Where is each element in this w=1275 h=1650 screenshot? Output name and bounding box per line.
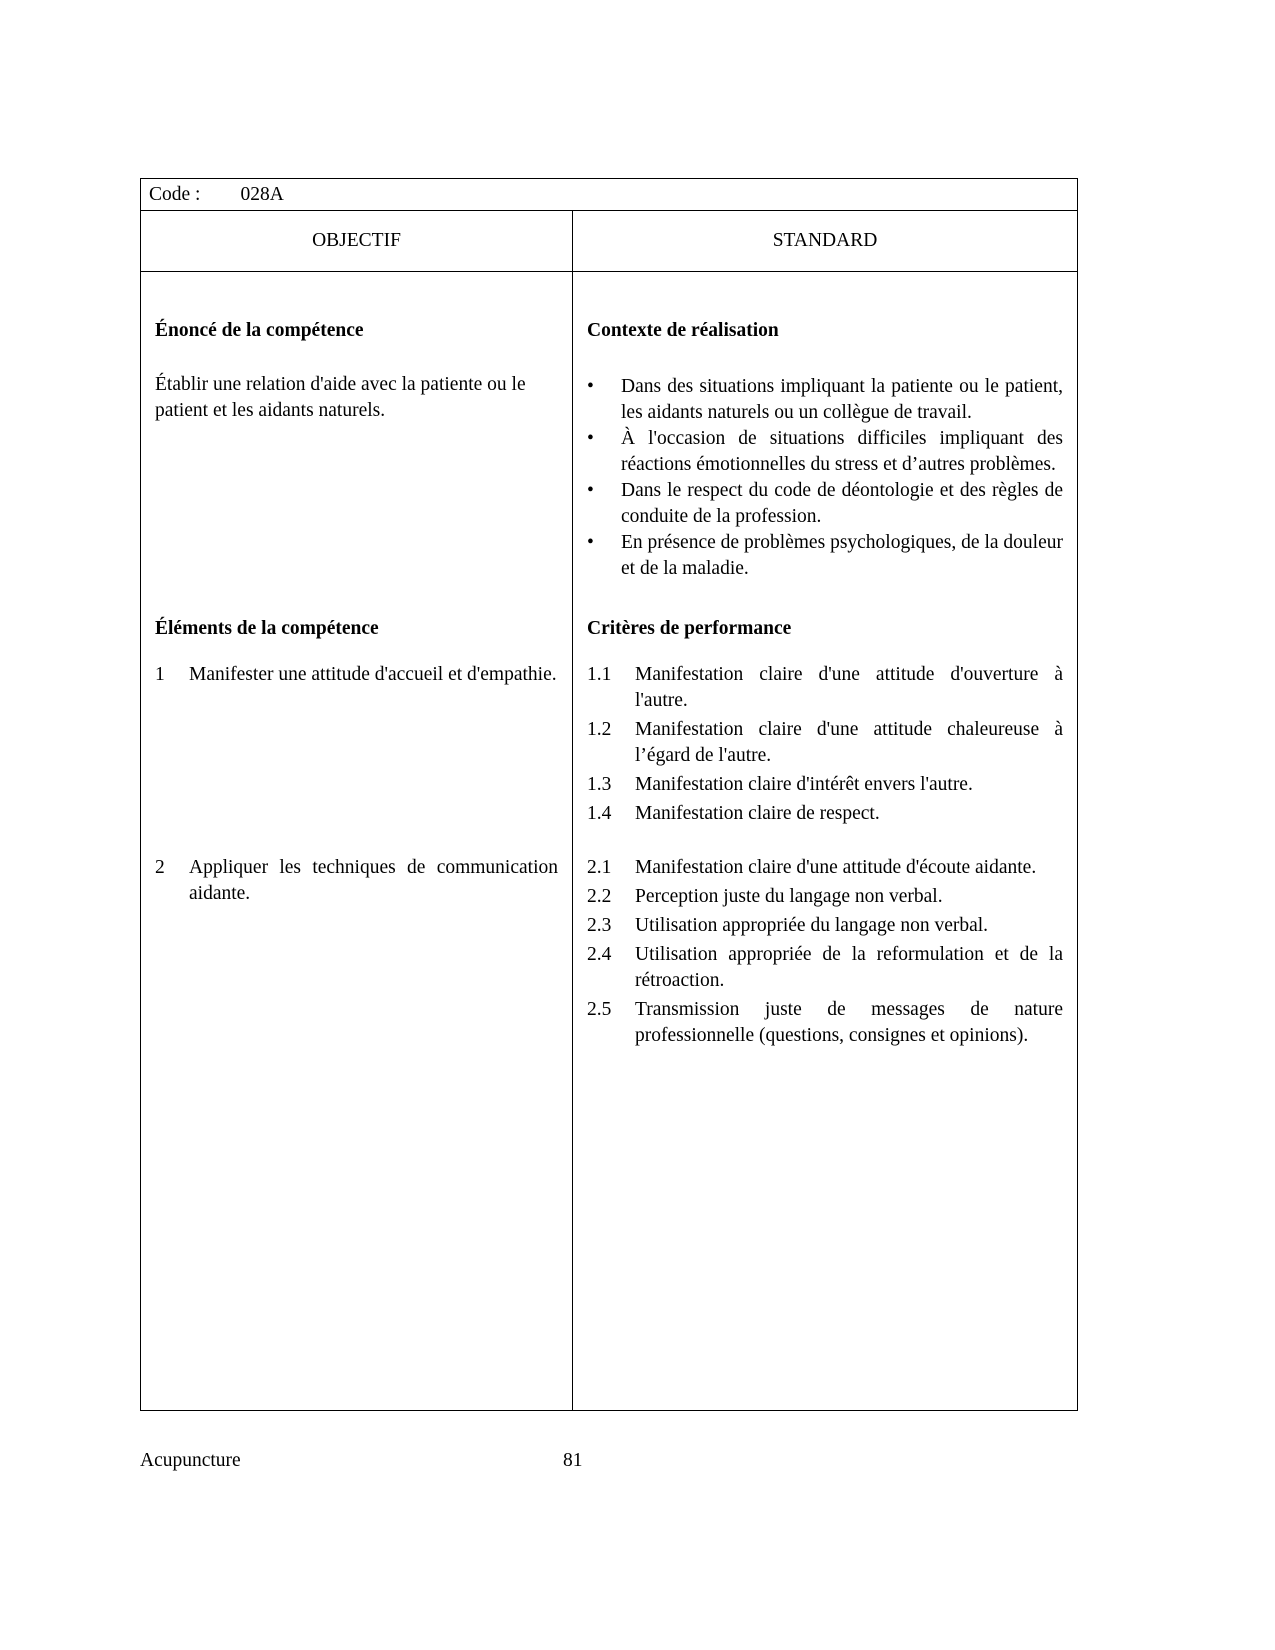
contexte-item xyxy=(587,426,1063,478)
critere-item xyxy=(587,884,1063,910)
critere-item xyxy=(587,942,1063,994)
bullet-icon: • xyxy=(587,532,594,553)
critere-number: 2.2 xyxy=(587,886,612,907)
element-item xyxy=(155,855,558,907)
critere-number: 1.4 xyxy=(587,803,612,824)
critere-text: Utilisation appropriée de la reformulation et de la rétroaction. xyxy=(635,944,1063,991)
criteres-group-2 xyxy=(573,827,1077,1410)
critere-item xyxy=(587,772,1063,798)
elements-title: Éléments de la compétence xyxy=(155,618,379,639)
critere-text: Manifestation claire de respect. xyxy=(635,803,880,824)
critere-text: Utilisation appropriée du langage non verbal. xyxy=(635,915,989,936)
footer-document-title: Acupuncture xyxy=(140,1450,241,1471)
table-body xyxy=(141,272,1077,1410)
element-number: 2 xyxy=(155,857,165,878)
critere-item xyxy=(587,913,1063,939)
contexte-list xyxy=(587,374,1063,582)
critere-text: Manifestation claire d'une attitude d'ouverture à l'autre. xyxy=(635,664,1063,711)
critere-number: 2.1 xyxy=(587,857,612,878)
code-label: Code : xyxy=(149,183,201,205)
critere-number: 2.4 xyxy=(587,944,612,965)
element-number: 1 xyxy=(155,664,165,685)
bullet-icon: • xyxy=(587,376,594,397)
contexte-item-text: Dans des situations impliquant la patiente ou le patient, les aidants naturels ou un collègue de travail. xyxy=(621,376,1063,423)
element-text: Manifester une attitude d'accueil et d'empathie. xyxy=(189,664,557,685)
criteres-title: Critères de performance xyxy=(587,618,792,639)
contexte-title: Contexte de réalisation xyxy=(587,320,779,341)
code-value: 028A xyxy=(240,183,284,205)
critere-text: Manifestation claire d'une attitude chaleureuse à l’égard de l'autre. xyxy=(635,719,1063,766)
bullet-icon: • xyxy=(587,428,594,449)
elements-section-header xyxy=(141,582,573,642)
critere-text: Manifestation claire d'une attitude d'écoute aidante. xyxy=(635,857,1037,878)
enonce-title: Énoncé de la compétence xyxy=(155,320,364,341)
contexte-item-text: En présence de problèmes psychologiques, de la douleur et de la maladie. xyxy=(621,532,1063,579)
element-item xyxy=(155,662,558,688)
criteres-group-1 xyxy=(573,642,1077,827)
element-1-cell xyxy=(141,642,573,827)
standard-column-header: STANDARD xyxy=(772,230,878,251)
critere-number: 1.2 xyxy=(587,719,612,740)
critere-item xyxy=(587,997,1063,1049)
critere-item xyxy=(587,717,1063,769)
contexte-item-text: À l'occasion de situations difficiles impliquant des réactions émotionnelles du stress et d’autres problèmes. xyxy=(621,428,1063,475)
contexte-item xyxy=(587,374,1063,426)
footer-page-number: 81 xyxy=(563,1450,583,1471)
critere-text: Transmission juste de messages de nature professionnelle (questions, consignes et opinions). xyxy=(635,999,1063,1046)
critere-number: 2.5 xyxy=(587,999,612,1020)
critere-text: Manifestation claire d'intérêt envers l'autre. xyxy=(635,774,973,795)
element-2-cell xyxy=(141,827,573,1410)
critere-text: Perception juste du langage non verbal. xyxy=(635,886,943,907)
critere-item xyxy=(587,662,1063,714)
contexte-section xyxy=(573,272,1077,582)
contexte-item-text: Dans le respect du code de déontologie et des règles de conduite de la profession. xyxy=(621,480,1063,527)
contexte-item xyxy=(587,530,1063,582)
bullet-icon: • xyxy=(587,480,594,501)
competency-table xyxy=(140,178,1078,1411)
enonce-text: Établir une relation d'aide avec la patiente ou le patient et les aidants naturels. xyxy=(155,374,526,421)
critere-number: 1.3 xyxy=(587,774,612,795)
table-header-row xyxy=(141,211,1077,272)
page-footer xyxy=(0,1448,1275,1474)
element-text: Appliquer les techniques de communication aidante. xyxy=(189,857,558,904)
criteres-section-header xyxy=(573,582,1077,642)
contexte-item xyxy=(587,478,1063,530)
objectif-column-header: OBJECTIF xyxy=(141,211,573,271)
code-row xyxy=(141,179,1077,211)
critere-number: 2.3 xyxy=(587,915,612,936)
critere-number: 1.1 xyxy=(587,664,612,685)
critere-item xyxy=(587,801,1063,827)
critere-item xyxy=(587,855,1063,881)
enonce-section xyxy=(141,272,573,582)
